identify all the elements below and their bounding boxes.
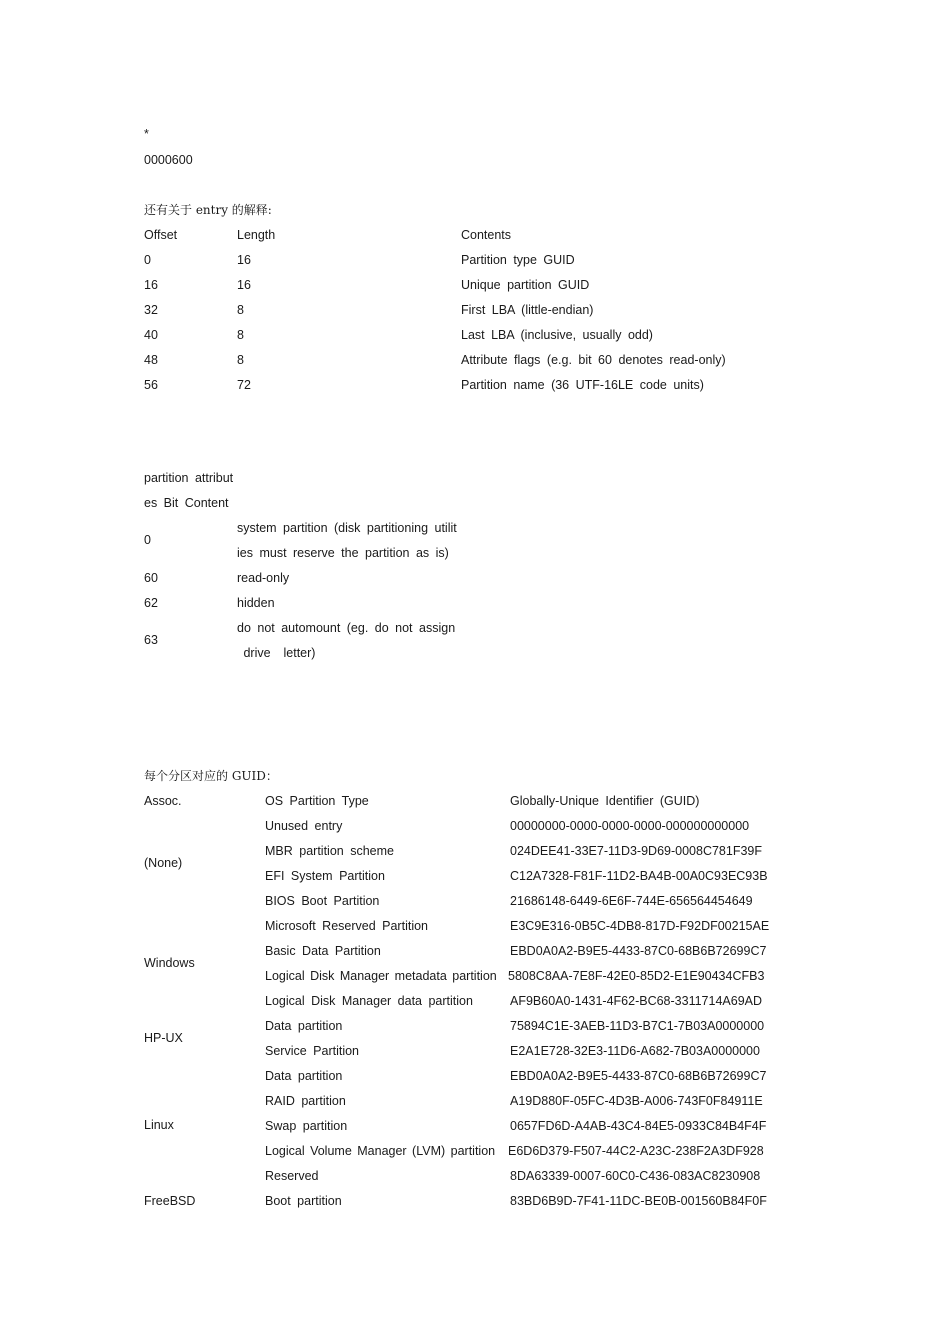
- guid-type-cell: Reserved: [265, 1169, 319, 1183]
- attribute-bit-cell: 60: [144, 571, 158, 585]
- guid-table-row: [0, 843, 950, 859]
- entry-table-row: [0, 252, 950, 268]
- entry-table-row: [0, 377, 950, 393]
- entry-contents-cell: Last LBA (inclusive, usually odd): [461, 328, 653, 342]
- guid-type-cell: Microsoft Reserved Partition: [265, 919, 429, 933]
- guid-table-row: [0, 993, 950, 1009]
- guid-type-cell: Logical Volume Manager (LVM) partition: [265, 1144, 496, 1158]
- guid-value-cell: 21686148-6449-6E6F-744E-656564454649: [510, 894, 753, 908]
- attribute-content-line: read-only: [237, 571, 290, 585]
- guid-value-cell: A19D880F-05FC-4D3B-A006-743F0F84911E: [510, 1094, 763, 1108]
- guid-table-row: [0, 868, 950, 884]
- guid-table-row: [0, 893, 950, 909]
- guid-value-cell: E3C9E316-0B5C-4DB8-817D-F92DF00215AE: [510, 919, 770, 933]
- entry-length-cell: 8: [237, 353, 244, 367]
- guid-table-row: [0, 818, 950, 834]
- offset-value: 0000600: [144, 153, 193, 167]
- guid-section-title: 每个分区对应的 GUID：: [144, 769, 278, 783]
- entry-contents-cell: Partition type GUID: [461, 253, 575, 267]
- guid-type-cell: EFI System Partition: [265, 869, 385, 883]
- guid-value-cell: C12A7328-F81F-11D2-BA4B-00A0C93EC93B: [510, 869, 768, 883]
- entry-offset-cell: 48: [144, 353, 158, 367]
- guid-type-cell: MBR partition scheme: [265, 844, 394, 858]
- guid-table-row: [0, 918, 950, 934]
- entry-table-row: [0, 302, 950, 318]
- entry-header-offset: Offset: [144, 228, 178, 242]
- attributes-header-line1: partition attribut: [144, 471, 234, 485]
- attribute-row: [0, 532, 950, 548]
- attribute-bit-cell: 62: [144, 596, 158, 610]
- guid-table-row: [0, 1068, 950, 1084]
- guid-type-cell: RAID partition: [265, 1094, 346, 1108]
- entry-offset-cell: 40: [144, 328, 158, 342]
- attribute-content-line: hidden: [237, 596, 275, 610]
- attributes-header-line2: es Bit Content: [144, 496, 229, 510]
- entry-offset-cell: 56: [144, 378, 158, 392]
- entry-length-cell: 16: [237, 253, 251, 267]
- entry-table-row: [0, 327, 950, 343]
- attribute-row: [0, 570, 950, 586]
- guid-type-cell: Logical Disk Manager data partition: [265, 994, 473, 1008]
- attribute-bit-cell: 63: [144, 633, 158, 647]
- guid-value-cell: 83BD6B9D-7F41-11DC-BE0B-001560B84F0F: [510, 1194, 767, 1208]
- guid-type-cell: Swap partition: [265, 1119, 348, 1133]
- entry-contents-cell: Unique partition GUID: [461, 278, 590, 292]
- attribute-content-line: ies must reserve the partition as is): [237, 546, 449, 560]
- asterisk-mark: *: [144, 127, 149, 141]
- guid-table-row: [0, 1118, 950, 1134]
- entry-section-title: 还有关于 entry 的解释:: [144, 203, 272, 217]
- entry-table-header: [0, 227, 950, 243]
- entry-table-row: [0, 352, 950, 368]
- guid-assoc-label: FreeBSD: [144, 1194, 196, 1208]
- guid-type-cell: Basic Data Partition: [265, 944, 381, 958]
- guid-header-guid: Globally-Unique Identifier (GUID): [510, 794, 700, 808]
- guid-value-cell: EBD0A0A2-B9E5-4433-87C0-68B6B72699C7: [510, 944, 767, 958]
- attribute-content-line: system partition (disk partitioning utilit: [237, 521, 457, 535]
- guid-value-cell: 75894C1E-3AEB-11D3-B7C1-7B03A0000000: [510, 1019, 765, 1033]
- guid-value-cell: 00000000-0000-0000-0000-000000000000: [510, 819, 750, 833]
- attribute-content-line: drive letter): [237, 646, 316, 660]
- guid-type-cell: BIOS Boot Partition: [265, 894, 380, 908]
- guid-value-cell: 5808C8AA-7E8F-42E0-85D2-E1E90434CFB3: [508, 969, 765, 983]
- entry-offset-cell: 16: [144, 278, 158, 292]
- attribute-content-line: do not automount (eg. do not assign: [237, 621, 456, 635]
- guid-assoc-label: (None): [144, 856, 183, 870]
- guid-table-row: [0, 1018, 950, 1034]
- entry-contents-cell: Attribute flags (e.g. bit 60 denotes read-only): [461, 353, 726, 367]
- entry-header-length: Length: [237, 228, 276, 242]
- entry-header-contents: Contents: [461, 228, 512, 242]
- guid-value-cell: E2A1E728-32E3-11D6-A682-7B03A0000000: [510, 1044, 760, 1058]
- guid-assoc-label: Windows: [144, 956, 195, 970]
- entry-contents-cell: Partition name (36 UTF-16LE code units): [461, 378, 704, 392]
- guid-assoc-label: HP-UX: [144, 1031, 183, 1045]
- entry-length-cell: 8: [237, 328, 244, 342]
- guid-assoc-label: Linux: [144, 1118, 174, 1132]
- guid-table-row: [0, 943, 950, 959]
- entry-length-cell: 16: [237, 278, 251, 292]
- guid-table-row: [0, 968, 950, 984]
- entry-length-cell: 72: [237, 378, 251, 392]
- entry-offset-cell: 32: [144, 303, 158, 317]
- guid-type-cell: Boot partition: [265, 1194, 342, 1208]
- guid-type-cell: Unused entry: [265, 819, 343, 833]
- guid-table-row: [0, 1193, 950, 1209]
- guid-table-row: [0, 1093, 950, 1109]
- guid-type-cell: Data partition: [265, 1069, 343, 1083]
- guid-table-row: [0, 1143, 950, 1159]
- guid-value-cell: E6D6D379-F507-44C2-A23C-238F2A3DF928: [508, 1144, 764, 1158]
- guid-value-cell: 0657FD6D-A4AB-43C4-84E5-0933C84B4F4F: [510, 1119, 767, 1133]
- entry-contents-cell: First LBA (little-endian): [461, 303, 594, 317]
- attribute-row: [0, 595, 950, 611]
- guid-value-cell: 8DA63339-0007-60C0-C436-083AC8230908: [510, 1169, 761, 1183]
- guid-value-cell: EBD0A0A2-B9E5-4433-87C0-68B6B72699C7: [510, 1069, 767, 1083]
- guid-header-os-type: OS Partition Type: [265, 794, 369, 808]
- guid-table-row: [0, 1168, 950, 1184]
- guid-value-cell: AF9B60A0-1431-4F62-BC68-3311714A69AD: [510, 994, 763, 1008]
- guid-type-cell: Service Partition: [265, 1044, 360, 1058]
- guid-table-header: [0, 793, 950, 809]
- attribute-bit-cell: 0: [144, 533, 151, 547]
- guid-value-cell: 024DEE41-33E7-11D3-9D69-0008C781F39F: [510, 844, 763, 858]
- entry-offset-cell: 0: [144, 253, 151, 267]
- guid-type-cell: Data partition: [265, 1019, 343, 1033]
- guid-type-cell: Logical Disk Manager metadata partition: [265, 969, 497, 983]
- guid-header-assoc: Assoc.: [144, 794, 182, 808]
- entry-table-row: [0, 277, 950, 293]
- attribute-row: [0, 632, 950, 648]
- guid-table-row: [0, 1043, 950, 1059]
- entry-length-cell: 8: [237, 303, 244, 317]
